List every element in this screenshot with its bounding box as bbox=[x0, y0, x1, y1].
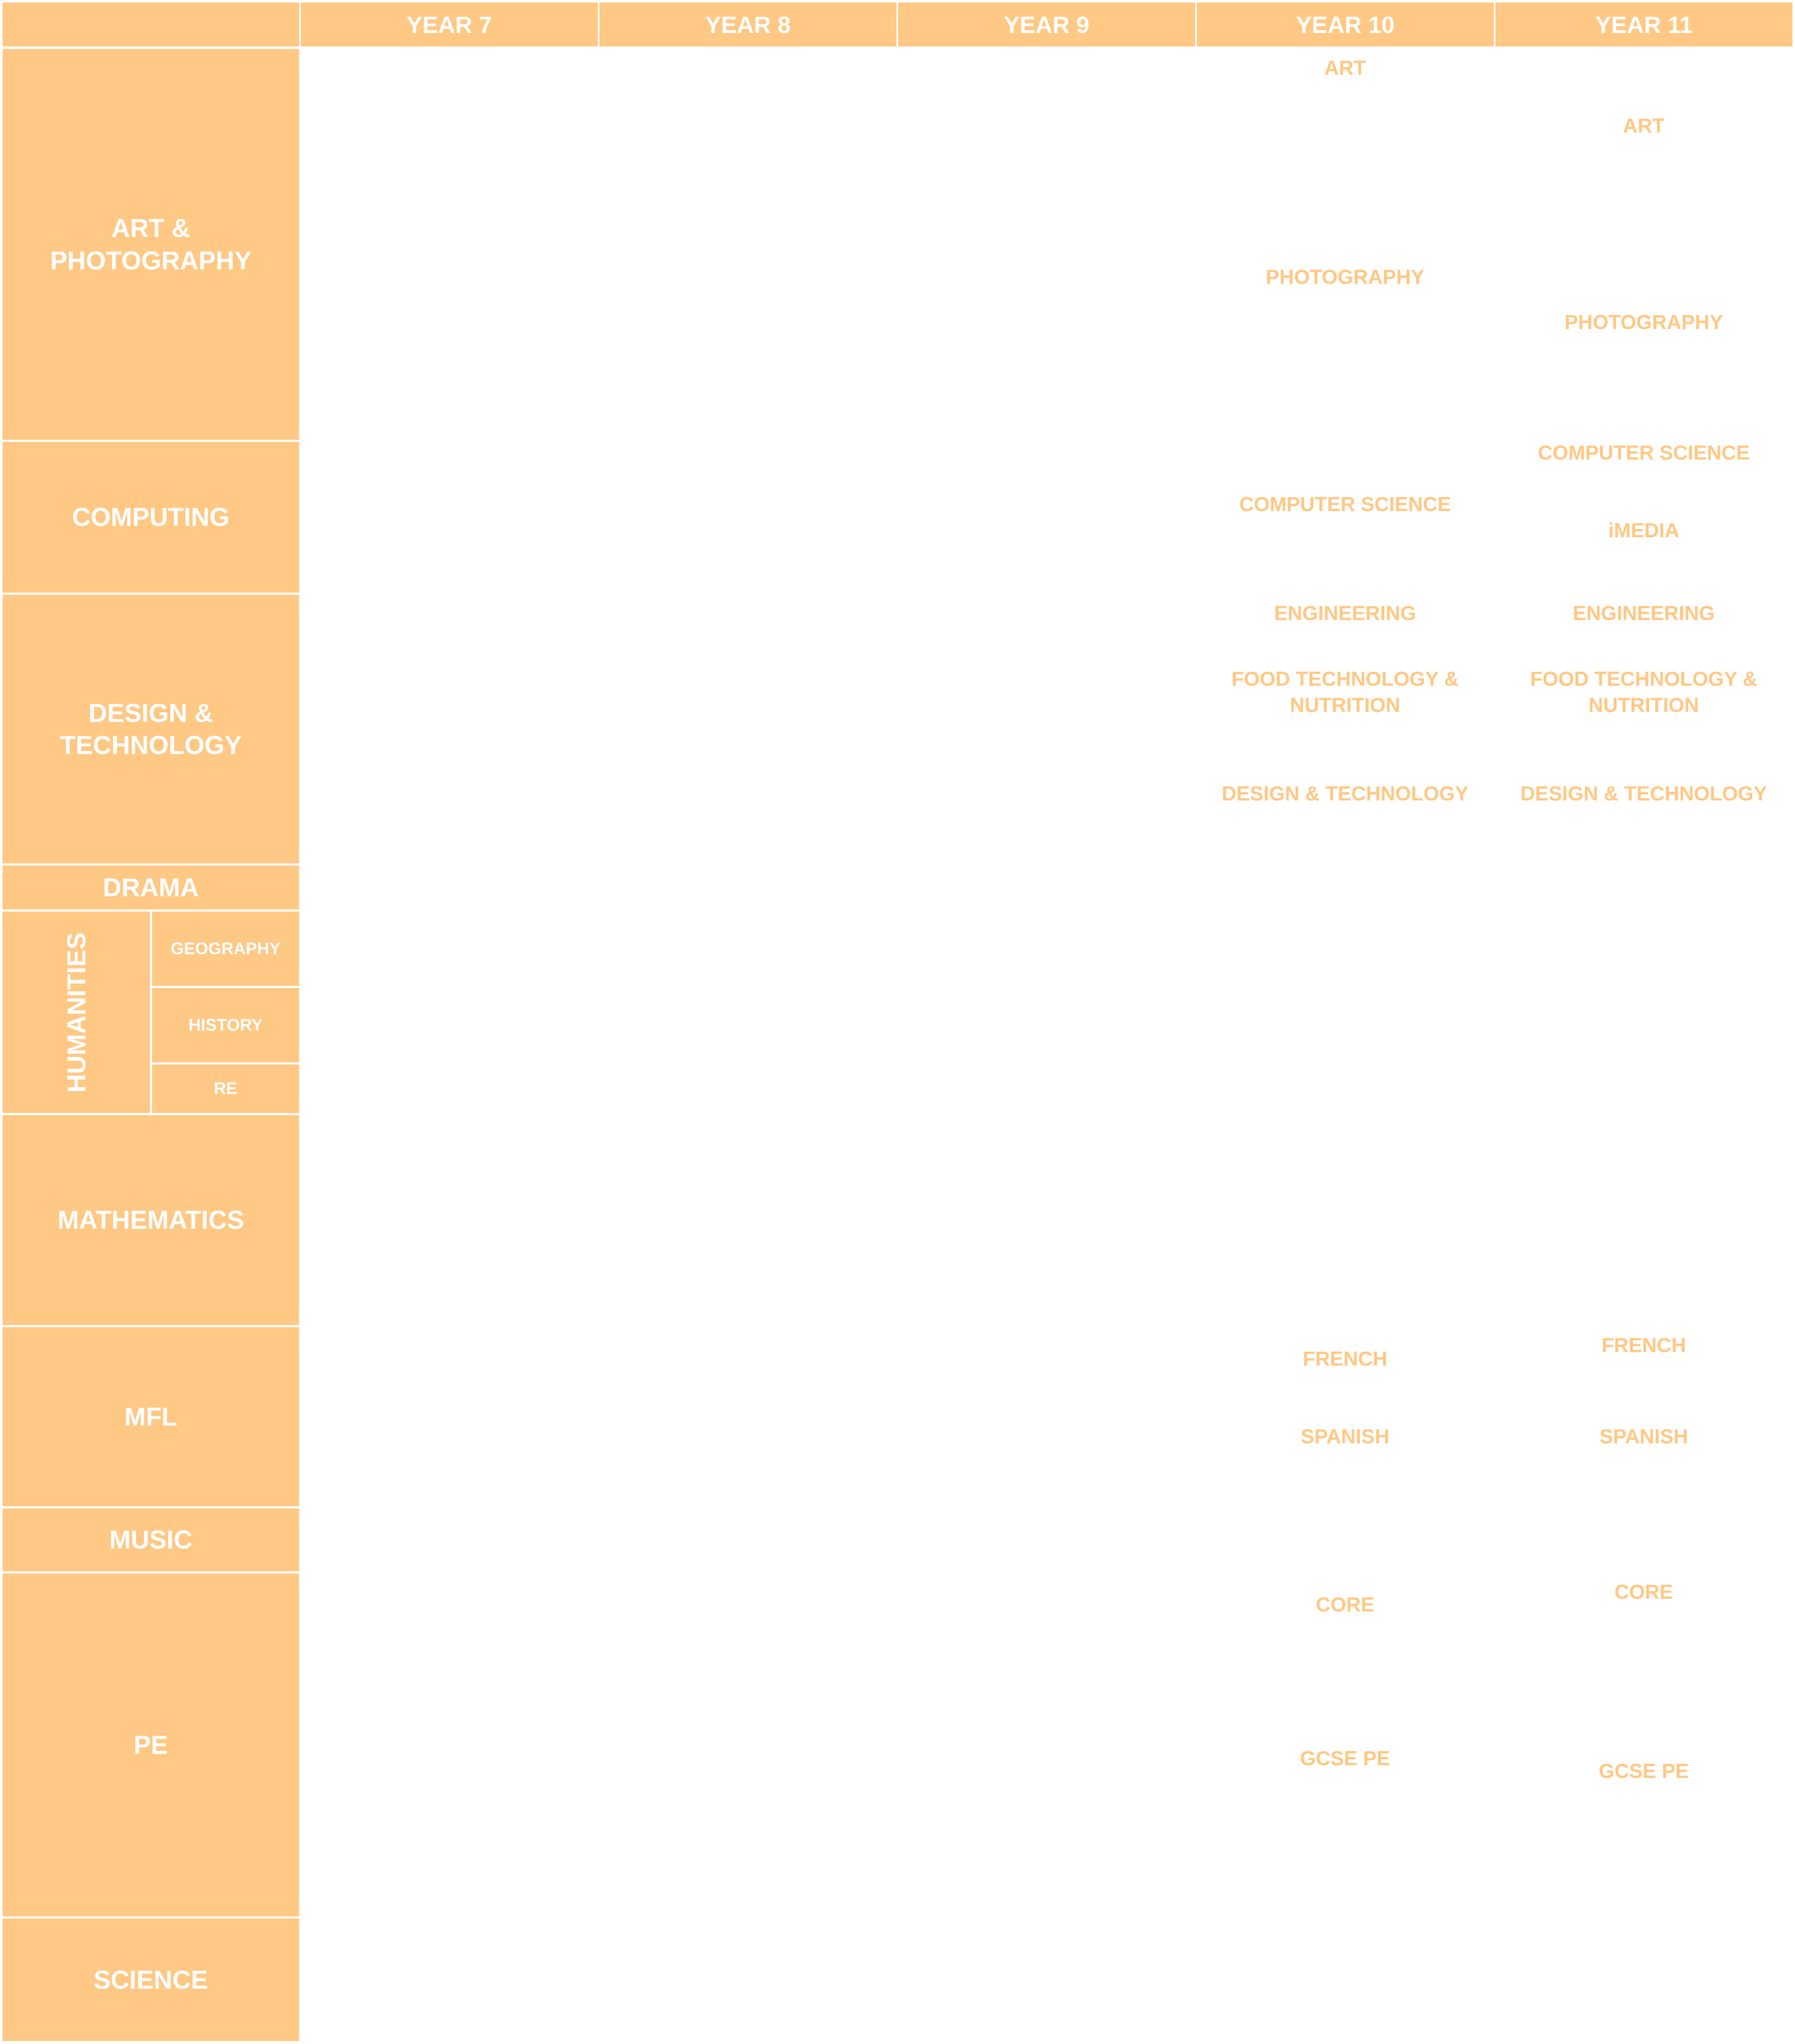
y10-photography[interactable]: PHOTOGRAPHY bbox=[1266, 266, 1425, 289]
dept-geography: GEOGRAPHY bbox=[152, 912, 299, 986]
y10-design-technology[interactable]: DESIGN & TECHNOLOGY bbox=[1221, 782, 1469, 805]
dept-mathematics: MATHEMATICS bbox=[3, 1115, 299, 1325]
header-year-9: YEAR 9 bbox=[898, 3, 1195, 46]
dept-drama: DRAMA bbox=[3, 866, 299, 909]
y10-art[interactable]: ART bbox=[1324, 57, 1366, 79]
y11-french[interactable]: FRENCH bbox=[1602, 1334, 1686, 1357]
y11-design-technology[interactable]: DESIGN & TECHNOLOGY bbox=[1520, 782, 1768, 805]
y11-gcse-pe[interactable]: GCSE PE bbox=[1599, 1760, 1689, 1783]
dept-music: MUSIC bbox=[3, 1508, 299, 1571]
y11-spanish[interactable]: SPANISH bbox=[1599, 1425, 1688, 1448]
y11-food-technology[interactable]: FOOD TECHNOLOGY & NUTRITION bbox=[1530, 668, 1757, 717]
dept-humanities-label: HUMANITIES bbox=[62, 932, 91, 1093]
y11-art[interactable]: ART bbox=[1623, 114, 1665, 137]
dept-art-photography: ART & PHOTOGRAPHY bbox=[3, 49, 299, 440]
header-year-11: YEAR 11 bbox=[1495, 3, 1792, 46]
y11-photography[interactable]: PHOTOGRAPHY bbox=[1564, 311, 1723, 334]
y11-core[interactable]: CORE bbox=[1614, 1581, 1673, 1603]
y10-computer-science[interactable]: COMPUTER SCIENCE bbox=[1239, 493, 1451, 516]
y10-spanish[interactable]: SPANISH bbox=[1301, 1425, 1389, 1448]
header-year-8: YEAR 8 bbox=[599, 3, 896, 46]
dept-pe: PE bbox=[3, 1573, 299, 1916]
header-year-7: YEAR 7 bbox=[301, 3, 598, 46]
dept-design-technology: DESIGN & TECHNOLOGY bbox=[3, 595, 299, 863]
header-corner bbox=[3, 3, 299, 46]
dept-history: HISTORY bbox=[152, 988, 299, 1062]
y10-core[interactable]: CORE bbox=[1316, 1593, 1375, 1616]
y11-engineering[interactable]: ENGINEERING bbox=[1572, 602, 1715, 625]
dept-science: SCIENCE bbox=[3, 1919, 299, 2041]
header-year-10: YEAR 10 bbox=[1197, 3, 1494, 46]
y10-food-technology[interactable]: FOOD TECHNOLOGY & NUTRITION bbox=[1231, 668, 1459, 717]
y10-gcse-pe[interactable]: GCSE PE bbox=[1300, 1747, 1390, 1770]
dept-computing: COMPUTING bbox=[3, 442, 299, 593]
dept-re: RE bbox=[152, 1064, 299, 1113]
dept-humanities bbox=[3, 912, 150, 1113]
y10-engineering[interactable]: ENGINEERING bbox=[1274, 602, 1416, 625]
y11-imedia[interactable]: iMEDIA bbox=[1608, 519, 1679, 542]
y11-computer-science[interactable]: COMPUTER SCIENCE bbox=[1538, 441, 1750, 464]
y10-french[interactable]: FRENCH bbox=[1303, 1347, 1387, 1370]
dept-mfl: MFL bbox=[3, 1327, 299, 1506]
